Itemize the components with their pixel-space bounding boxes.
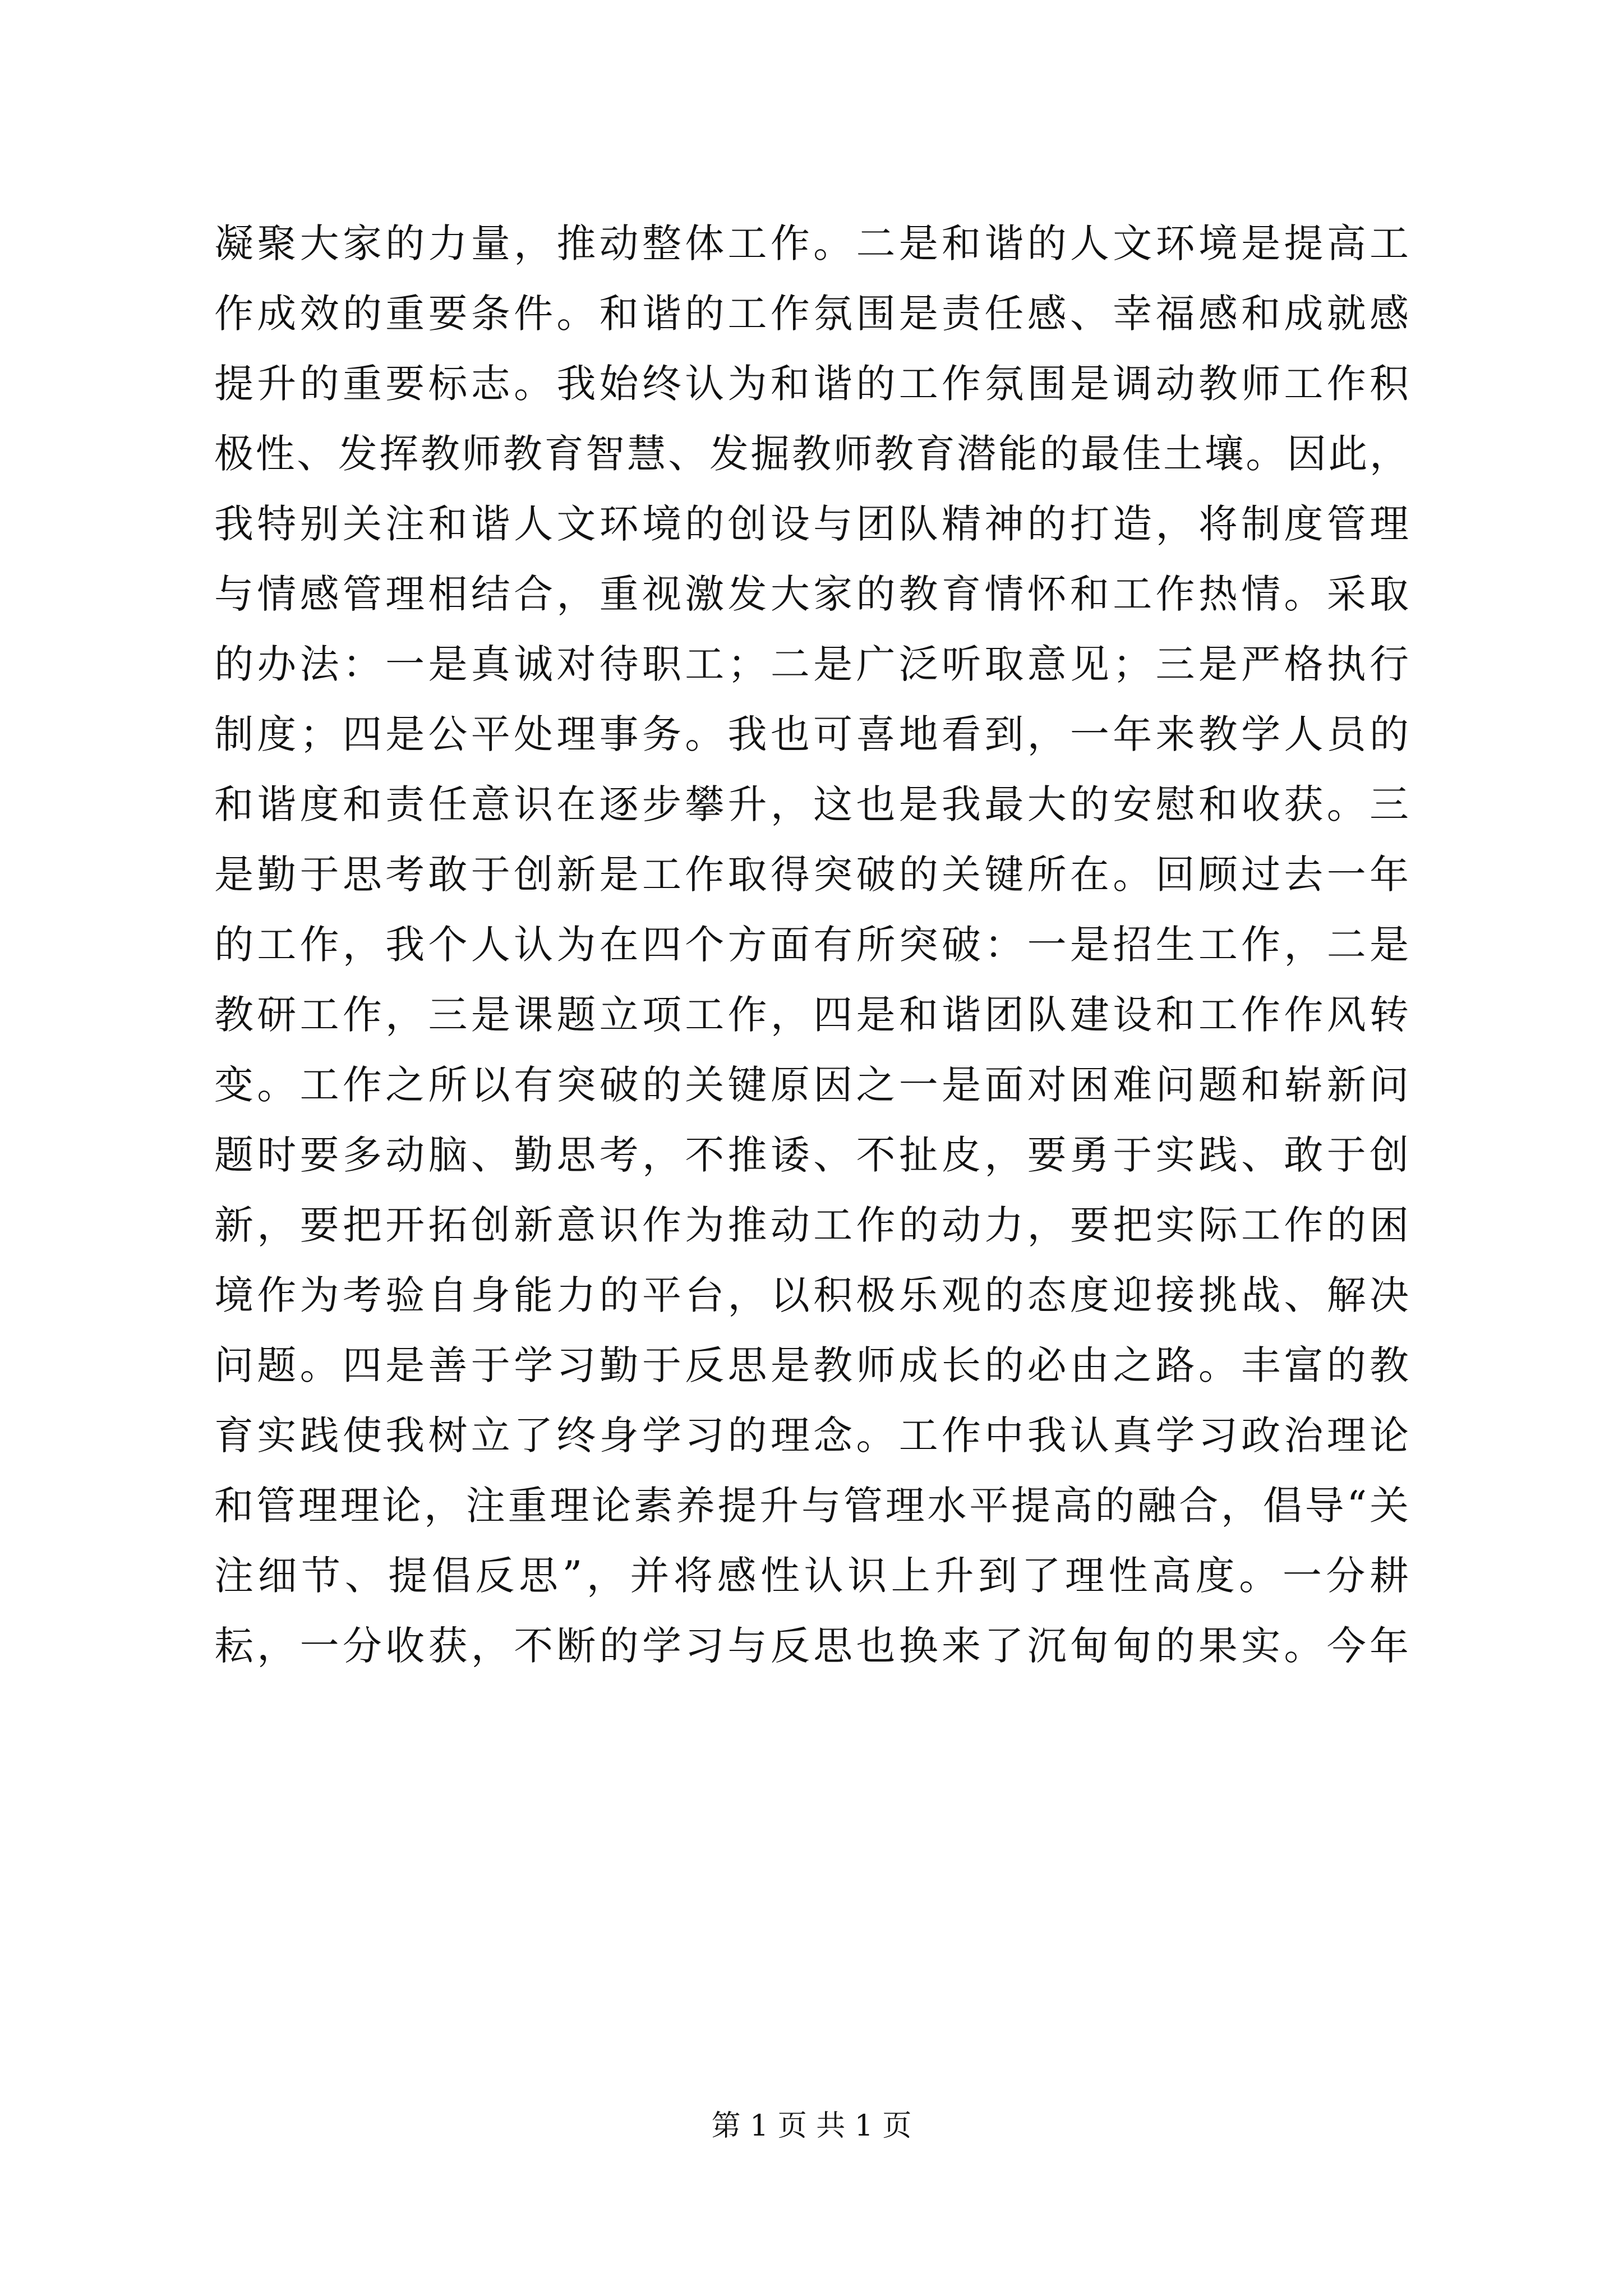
text-line: 注细节、提倡反思”，并将感性认识上升到了理性高度。一分耕 — [214, 1553, 1409, 1599]
text-line: 变。工作之所以有突破的关键原因之一是面对困难问题和崭新问 — [214, 1062, 1409, 1108]
text-line: 和谐度和责任意识在逐步攀升，这也是我最大的安慰和收获。三 — [214, 781, 1409, 827]
text-line: 的办法：一是真诚对待职工；二是广泛听取意见；三是严格执行 — [214, 641, 1409, 687]
text-line: 提升的重要标志。我始终认为和谐的工作氛围是调动教师工作积 — [214, 361, 1409, 407]
text-line: 的工作，我个人认为在四个方面有所突破：一是招生工作，二是 — [214, 922, 1409, 968]
text-line: 极性、发挥教师教育智慧、发掘教师教育潜能的最佳土壤。因此， — [214, 431, 1409, 477]
text-line: 是勤于思考敢于创新是工作取得突破的关键所在。回顾过去一年 — [214, 852, 1409, 898]
text-line: 问题。四是善于学习勤于反思是教师成长的必由之路。丰富的教 — [214, 1342, 1409, 1388]
text-line: 我特别关注和谐人文环境的创设与团队精神的打造，将制度管理 — [214, 501, 1409, 547]
text-line: 育实践使我树立了终身学习的理念。工作中我认真学习政治理论 — [214, 1412, 1409, 1458]
page-number-label: 第 1 页 共 1 页 — [711, 2109, 912, 2143]
text-line: 题时要多动脑、勤思考，不推诿、不扯皮，要勇于实践、敢于创 — [214, 1132, 1409, 1178]
text-line: 新，要把开拓创新意识作为推动工作的动力，要把实际工作的困 — [214, 1202, 1409, 1248]
text-line: 作成效的重要条件。和谐的工作氛围是责任感、幸福感和成就感 — [214, 291, 1409, 337]
text-line: 与情感管理相结合，重视激发大家的教育情怀和工作热情。采取 — [214, 571, 1409, 617]
page-footer — [0, 2106, 1623, 2146]
text-line: 制度；四是公平处理事务。我也可喜地看到，一年来教学人员的 — [214, 711, 1409, 757]
text-line: 教研工作，三是课题立项工作，四是和谐团队建设和工作作风转 — [214, 992, 1409, 1038]
document-body — [214, 209, 1409, 1681]
text-line: 和管理理论，注重理论素养提升与管理水平提高的融合，倡导“关 — [214, 1483, 1409, 1529]
text-line: 凝聚大家的力量，推动整体工作。二是和谐的人文环境是提高工 — [214, 220, 1409, 266]
text-line: 耘，一分收获，不断的学习与反思也换来了沉甸甸的果实。今年 — [214, 1623, 1409, 1669]
text-line: 境作为考验自身能力的平台，以积极乐观的态度迎接挑战、解决 — [214, 1272, 1409, 1318]
